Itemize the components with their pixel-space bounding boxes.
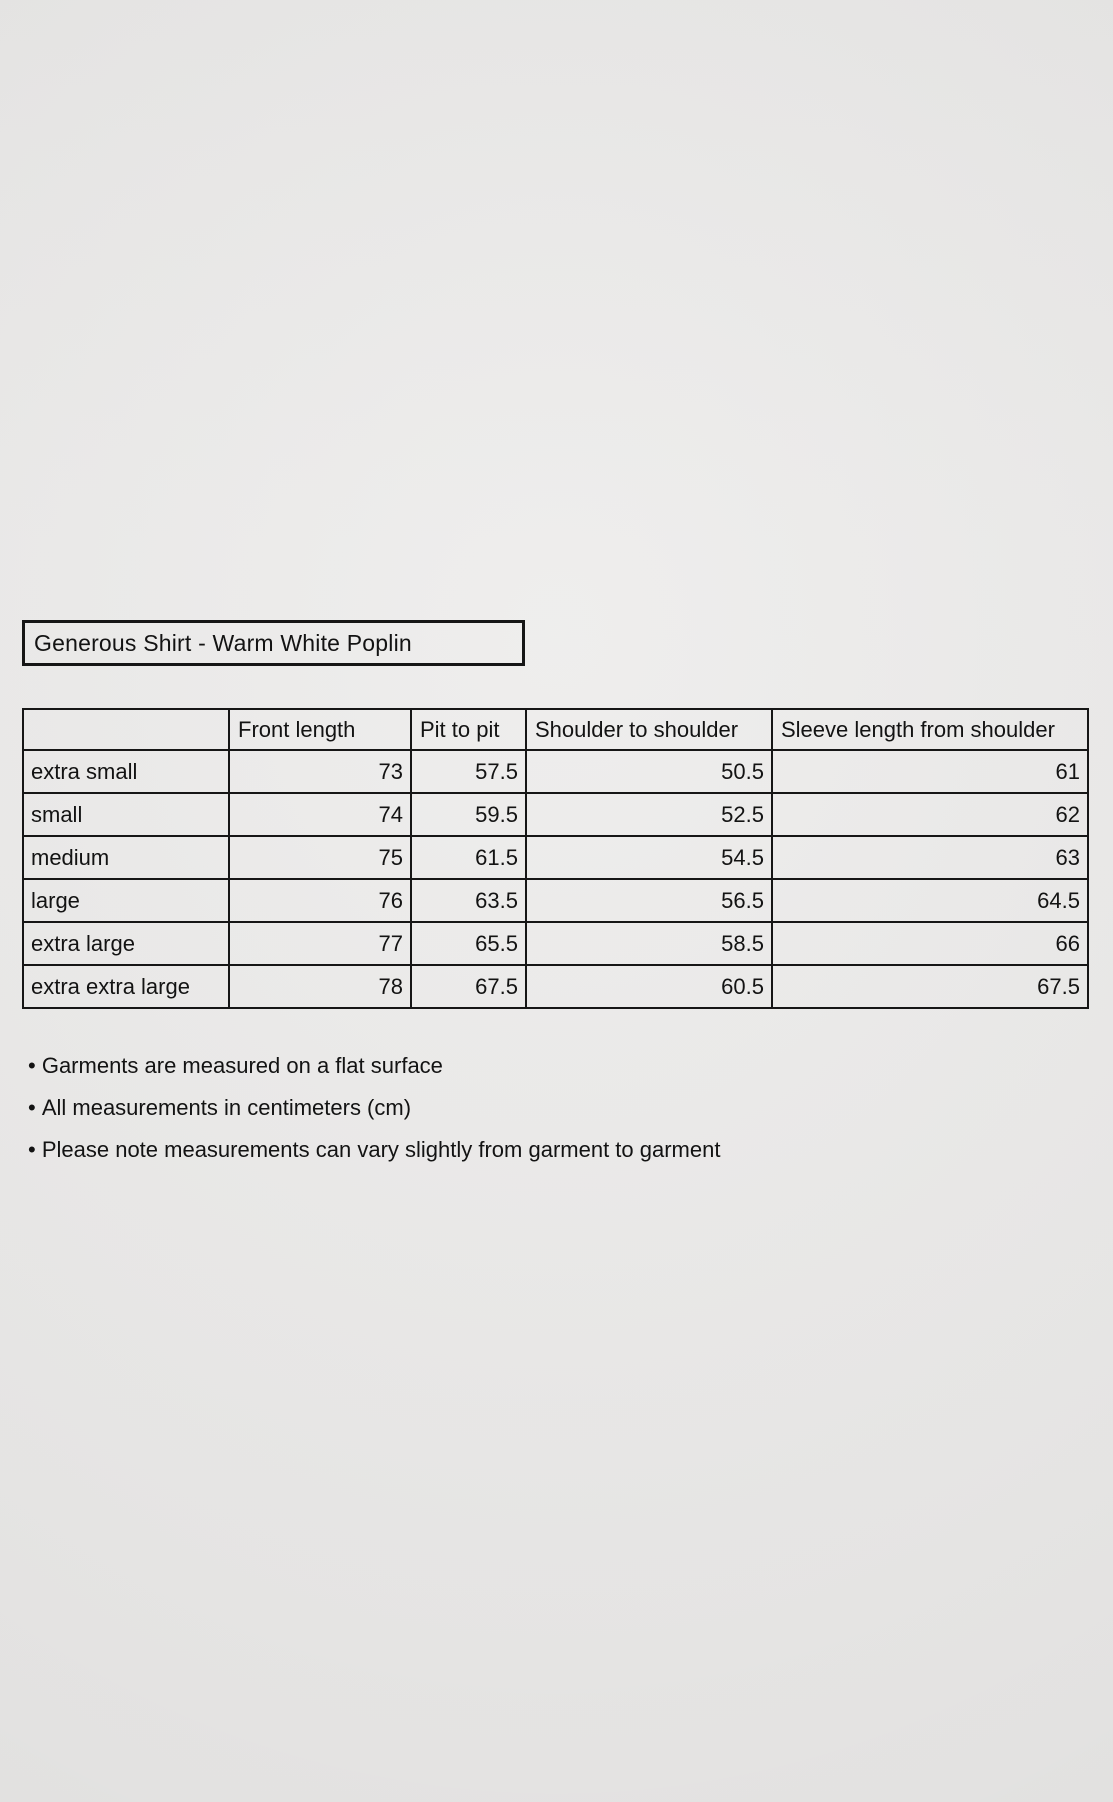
measurement-value-cell: 61: [772, 750, 1088, 793]
product-title-box: [22, 620, 525, 666]
measurement-value-cell: 52.5: [526, 793, 772, 836]
size-label-cell: extra small: [23, 750, 229, 793]
measurement-value-cell: 63.5: [411, 879, 526, 922]
product-title: Generous Shirt - Warm White Poplin: [34, 629, 412, 656]
size-label-cell: medium: [23, 836, 229, 879]
measurement-value-cell: 50.5: [526, 750, 772, 793]
size-chart-body: [23, 750, 1088, 1008]
size-label-cell: extra large: [23, 922, 229, 965]
size-chart-header-row: [23, 709, 1088, 750]
measurement-notes: [28, 1053, 720, 1179]
measurement-value-cell: 75: [229, 836, 411, 879]
measurement-value-cell: 66: [772, 922, 1088, 965]
measurement-value-cell: 65.5: [411, 922, 526, 965]
measurement-value-cell: 73: [229, 750, 411, 793]
measurement-value-cell: 78: [229, 965, 411, 1008]
size-label-cell: small: [23, 793, 229, 836]
note-item: • Please note measurements can vary slightly from garment to garment: [28, 1137, 720, 1163]
measurement-value-cell: 63: [772, 836, 1088, 879]
note-item: • All measurements in centimeters (cm): [28, 1095, 720, 1121]
size-chart-row: [23, 922, 1088, 965]
measurement-value-cell: 67.5: [411, 965, 526, 1008]
measurement-value-cell: 56.5: [526, 879, 772, 922]
measurement-value-cell: 77: [229, 922, 411, 965]
size-column-header: [23, 709, 229, 750]
size-chart-row: [23, 965, 1088, 1008]
measurement-value-cell: 61.5: [411, 836, 526, 879]
measurement-value-cell: 62: [772, 793, 1088, 836]
measurement-value-cell: 76: [229, 879, 411, 922]
size-chart-row: [23, 879, 1088, 922]
measurement-value-cell: 58.5: [526, 922, 772, 965]
measurement-value-cell: 60.5: [526, 965, 772, 1008]
measurement-column-header: Front length: [229, 709, 411, 750]
measurement-value-cell: 67.5: [772, 965, 1088, 1008]
size-chart-table: [22, 708, 1089, 1009]
measurement-value-cell: 64.5: [772, 879, 1088, 922]
note-item: • Garments are measured on a flat surface: [28, 1053, 720, 1079]
measurement-value-cell: 57.5: [411, 750, 526, 793]
measurement-value-cell: 54.5: [526, 836, 772, 879]
measurement-column-header: Sleeve length from shoulder: [772, 709, 1088, 750]
size-chart-row: [23, 750, 1088, 793]
measurement-column-header: Pit to pit: [411, 709, 526, 750]
size-chart-row: [23, 793, 1088, 836]
size-label-cell: large: [23, 879, 229, 922]
measurement-value-cell: 74: [229, 793, 411, 836]
size-label-cell: extra extra large: [23, 965, 229, 1008]
size-chart-row: [23, 836, 1088, 879]
measurement-column-header: Shoulder to shoulder: [526, 709, 772, 750]
measurement-value-cell: 59.5: [411, 793, 526, 836]
